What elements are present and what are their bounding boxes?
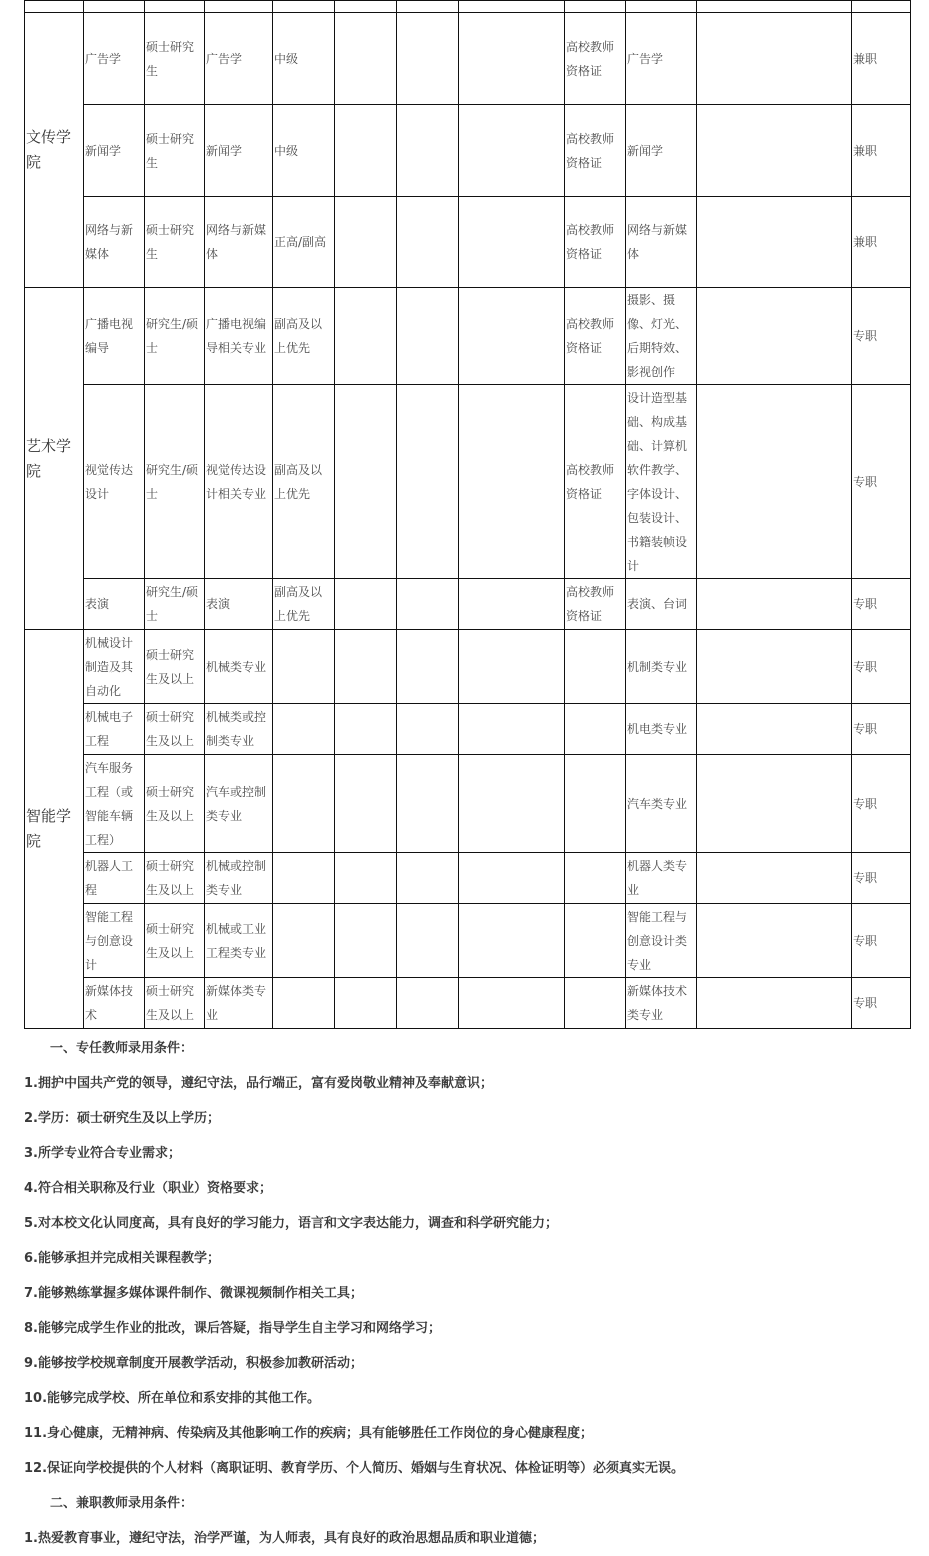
empty-cell xyxy=(335,579,397,630)
empty-cell xyxy=(459,755,565,853)
major-cell: 机械设计制造及其自动化 xyxy=(84,630,145,704)
requirements-text xyxy=(24,1031,914,1556)
major-requirement-cell: 新闻学 xyxy=(205,105,273,197)
empty-cell xyxy=(335,704,397,755)
qualification-cell xyxy=(565,978,626,1029)
courses-cell: 新媒体技术类专业 xyxy=(626,978,697,1029)
qualification-cell xyxy=(565,853,626,904)
major-cell: 机械电子工程 xyxy=(84,704,145,755)
requirement-item: 3.所学专业符合专业需求； xyxy=(24,1146,181,1161)
type-cell: 专职 xyxy=(852,853,911,904)
title-cell: 正高/副高 xyxy=(273,197,335,288)
qualification-cell: 高校教师资格证 xyxy=(565,197,626,288)
empty-cell xyxy=(459,13,565,105)
education-cell: 硕士研究生及以上 xyxy=(145,704,205,755)
table-row xyxy=(25,630,911,704)
empty-cell xyxy=(397,978,459,1029)
major-cell xyxy=(84,1,145,13)
table-row xyxy=(25,904,911,978)
courses-cell: 机制类专业 xyxy=(626,630,697,704)
empty-cell xyxy=(459,385,565,579)
title-cell xyxy=(273,978,335,1029)
type-cell xyxy=(852,1,911,13)
major-requirement-cell: 广播电视编导相关专业 xyxy=(205,288,273,385)
courses-cell: 广告学 xyxy=(626,13,697,105)
section1-heading: 一、专任教师录用条件： xyxy=(50,1041,194,1056)
empty-cell xyxy=(397,853,459,904)
education-cell: 硕士研究生 xyxy=(145,197,205,288)
qualification-cell: 高校教师资格证 xyxy=(565,385,626,579)
table-row xyxy=(25,13,911,105)
requirement-item: 1.热爱教育事业，遵纪守法，治学严谨，为人师表，具有良好的政治思想品质和职业道德； xyxy=(24,1531,545,1546)
empty-cell xyxy=(459,579,565,630)
type-cell: 专职 xyxy=(852,385,911,579)
title-cell xyxy=(273,755,335,853)
courses-cell: 摄影、摄像、灯光、后期特效、影视创作 xyxy=(626,288,697,385)
major-requirement-cell: 视觉传达设计相关专业 xyxy=(205,385,273,579)
empty-cell xyxy=(697,630,852,704)
qualification-cell: 高校教师资格证 xyxy=(565,13,626,105)
empty-cell xyxy=(459,1,565,13)
title-cell: 副高及以上优先 xyxy=(273,385,335,579)
empty-cell xyxy=(397,288,459,385)
recruitment-table xyxy=(24,0,911,1029)
empty-cell xyxy=(697,853,852,904)
empty-cell xyxy=(459,904,565,978)
empty-cell xyxy=(697,1,852,13)
major-cell: 广播电视编导 xyxy=(84,288,145,385)
empty-cell xyxy=(335,13,397,105)
education-cell: 硕士研究生及以上 xyxy=(145,853,205,904)
table-row xyxy=(25,1,911,13)
major-requirement-cell: 机械或工业工程类专业 xyxy=(205,904,273,978)
courses-cell: 机器人类专业 xyxy=(626,853,697,904)
education-cell: 硕士研究生 xyxy=(145,13,205,105)
education-cell: 硕士研究生 xyxy=(145,105,205,197)
major-requirement-cell: 机械类或控制类专业 xyxy=(205,704,273,755)
empty-cell xyxy=(335,904,397,978)
empty-cell xyxy=(335,978,397,1029)
courses-cell: 表演、台词 xyxy=(626,579,697,630)
table-body xyxy=(25,1,911,1029)
empty-cell xyxy=(397,197,459,288)
empty-cell xyxy=(397,1,459,13)
type-cell: 兼职 xyxy=(852,13,911,105)
major-requirement-cell xyxy=(205,1,273,13)
college-cell xyxy=(25,1,84,13)
courses-cell: 新闻学 xyxy=(626,105,697,197)
requirement-item: 7.能够熟练掌握多媒体课件制作、微课视频制作相关工具； xyxy=(24,1286,363,1301)
empty-cell xyxy=(459,288,565,385)
major-requirement-cell: 网络与新媒体 xyxy=(205,197,273,288)
qualification-cell xyxy=(565,704,626,755)
empty-cell xyxy=(697,197,852,288)
empty-cell xyxy=(397,13,459,105)
major-cell: 网络与新媒体 xyxy=(84,197,145,288)
table-row xyxy=(25,853,911,904)
qualification-cell xyxy=(565,755,626,853)
empty-cell xyxy=(697,288,852,385)
empty-cell xyxy=(335,853,397,904)
college-cell: 智能学院 xyxy=(25,630,84,1029)
empty-cell xyxy=(697,755,852,853)
type-cell: 专职 xyxy=(852,904,911,978)
college-cell: 文传学院 xyxy=(25,13,84,288)
empty-cell xyxy=(397,630,459,704)
type-cell: 专职 xyxy=(852,755,911,853)
table-row xyxy=(25,105,911,197)
type-cell: 兼职 xyxy=(852,197,911,288)
courses-cell: 机电类专业 xyxy=(626,704,697,755)
empty-cell xyxy=(335,385,397,579)
courses-cell: 智能工程与创意设计类专业 xyxy=(626,904,697,978)
major-requirement-cell: 汽车或控制类专业 xyxy=(205,755,273,853)
empty-cell xyxy=(397,755,459,853)
empty-cell xyxy=(335,755,397,853)
requirement-item: 5.对本校文化认同度高，具有良好的学习能力，语言和文字表达能力，调查和科学研究能力； xyxy=(24,1216,558,1231)
requirement-item: 4.符合相关职称及行业（职业）资格要求； xyxy=(24,1181,272,1196)
major-cell: 表演 xyxy=(84,579,145,630)
education-cell: 硕士研究生及以上 xyxy=(145,630,205,704)
empty-cell xyxy=(697,704,852,755)
qualification-cell: 高校教师资格证 xyxy=(565,579,626,630)
requirement-item: 11.身心健康，无精神病、传染病及其他影响工作的疾病；具有能够胜任工作岗位的身心健康程度； xyxy=(24,1426,594,1441)
education-cell: 研究生/硕士 xyxy=(145,288,205,385)
title-cell xyxy=(273,1,335,13)
table-row xyxy=(25,385,911,579)
empty-cell xyxy=(397,704,459,755)
title-cell: 中级 xyxy=(273,105,335,197)
college-cell: 艺术学院 xyxy=(25,288,84,630)
title-cell xyxy=(273,904,335,978)
major-cell: 智能工程与创意设计 xyxy=(84,904,145,978)
empty-cell xyxy=(397,105,459,197)
empty-cell xyxy=(335,288,397,385)
empty-cell xyxy=(697,105,852,197)
empty-cell xyxy=(459,978,565,1029)
title-cell xyxy=(273,704,335,755)
empty-cell xyxy=(459,704,565,755)
requirement-item: 1.拥护中国共产党的领导，遵纪守法，品行端正，富有爱岗敬业精神及奉献意识； xyxy=(24,1076,493,1091)
courses-cell xyxy=(626,1,697,13)
major-cell: 新闻学 xyxy=(84,105,145,197)
major-cell: 机器人工程 xyxy=(84,853,145,904)
requirement-item: 9.能够按学校规章制度开展教学活动，积极参加教研活动； xyxy=(24,1356,363,1371)
empty-cell xyxy=(335,197,397,288)
qualification-cell: 高校教师资格证 xyxy=(565,105,626,197)
education-cell: 硕士研究生及以上 xyxy=(145,978,205,1029)
qualification-cell xyxy=(565,630,626,704)
empty-cell xyxy=(459,630,565,704)
requirement-item: 2.学历：硕士研究生及以上学历； xyxy=(24,1111,220,1126)
requirement-item: 10.能够完成学校、所在单位和系安排的其他工作。 xyxy=(24,1391,321,1406)
empty-cell xyxy=(459,105,565,197)
empty-cell xyxy=(335,630,397,704)
major-requirement-cell: 机械或控制类专业 xyxy=(205,853,273,904)
table-row xyxy=(25,579,911,630)
empty-cell xyxy=(397,385,459,579)
major-requirement-cell: 新媒体类专业 xyxy=(205,978,273,1029)
empty-cell xyxy=(697,385,852,579)
type-cell: 专职 xyxy=(852,579,911,630)
title-cell: 中级 xyxy=(273,13,335,105)
title-cell: 副高及以上优先 xyxy=(273,288,335,385)
empty-cell xyxy=(459,197,565,288)
empty-cell xyxy=(697,904,852,978)
empty-cell xyxy=(397,904,459,978)
type-cell: 专职 xyxy=(852,288,911,385)
section2-heading: 二、兼职教师录用条件： xyxy=(50,1496,194,1511)
education-cell: 研究生/硕士 xyxy=(145,579,205,630)
major-requirement-cell: 广告学 xyxy=(205,13,273,105)
empty-cell xyxy=(697,13,852,105)
empty-cell xyxy=(459,853,565,904)
major-cell: 视觉传达设计 xyxy=(84,385,145,579)
requirement-item: 12.保证向学校提供的个人材料（离职证明、教育学历、个人简历、婚姻与生育状况、体检证明等）必须真实无误。 xyxy=(24,1461,685,1476)
requirement-item: 6.能够承担并完成相关课程教学； xyxy=(24,1251,220,1266)
qualification-cell xyxy=(565,904,626,978)
empty-cell xyxy=(335,1,397,13)
title-cell xyxy=(273,630,335,704)
qualification-cell: 高校教师资格证 xyxy=(565,288,626,385)
type-cell: 专职 xyxy=(852,704,911,755)
major-cell: 汽车服务工程（或智能车辆工程） xyxy=(84,755,145,853)
major-cell: 新媒体技术 xyxy=(84,978,145,1029)
table-row xyxy=(25,704,911,755)
table-row xyxy=(25,978,911,1029)
type-cell: 专职 xyxy=(852,978,911,1029)
courses-cell: 设计造型基础、构成基础、计算机软件教学、字体设计、包装设计、书籍装帧设计 xyxy=(626,385,697,579)
table-row xyxy=(25,197,911,288)
education-cell: 硕士研究生及以上 xyxy=(145,904,205,978)
qualification-cell xyxy=(565,1,626,13)
type-cell: 兼职 xyxy=(852,105,911,197)
major-requirement-cell: 机械类专业 xyxy=(205,630,273,704)
title-cell: 副高及以上优先 xyxy=(273,579,335,630)
major-cell: 广告学 xyxy=(84,13,145,105)
empty-cell xyxy=(697,978,852,1029)
education-cell: 研究生/硕士 xyxy=(145,385,205,579)
empty-cell xyxy=(397,579,459,630)
table-row xyxy=(25,755,911,853)
empty-cell xyxy=(697,579,852,630)
table-row xyxy=(25,288,911,385)
requirement-item: 8.能够完成学生作业的批改，课后答疑，指导学生自主学习和网络学习； xyxy=(24,1321,441,1336)
type-cell: 专职 xyxy=(852,630,911,704)
education-cell: 硕士研究生及以上 xyxy=(145,755,205,853)
empty-cell xyxy=(335,105,397,197)
title-cell xyxy=(273,853,335,904)
courses-cell: 网络与新媒体 xyxy=(626,197,697,288)
major-requirement-cell: 表演 xyxy=(205,579,273,630)
courses-cell: 汽车类专业 xyxy=(626,755,697,853)
education-cell xyxy=(145,1,205,13)
